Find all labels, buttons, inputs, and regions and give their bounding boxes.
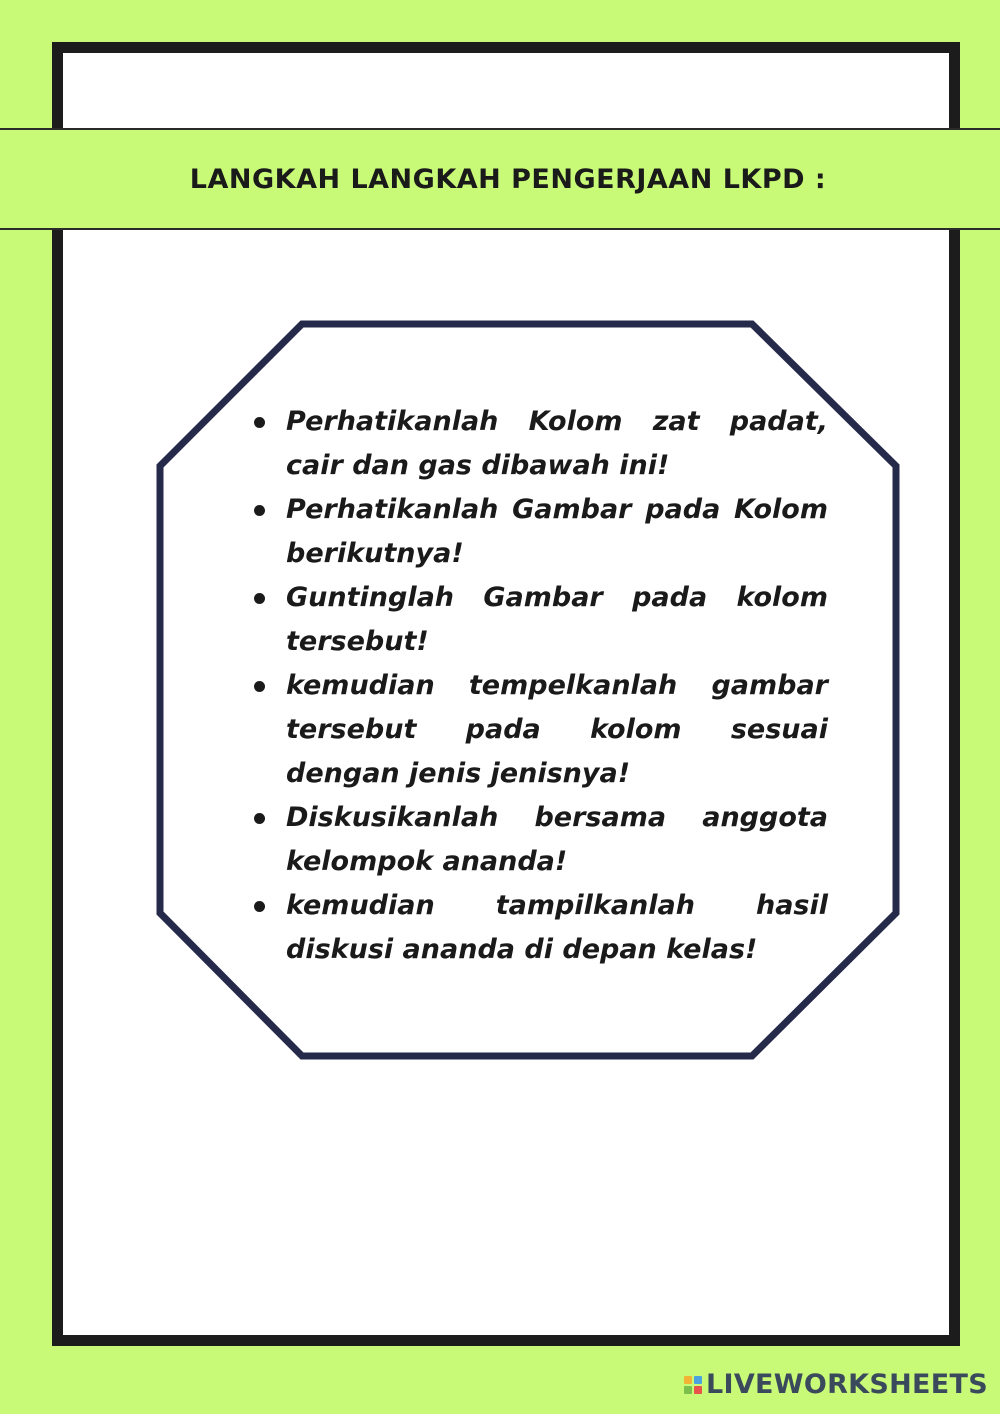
bullet-icon [254, 813, 265, 824]
bullet-icon [254, 417, 265, 428]
step-text: Perhatikanlah Kolom zat padat, cair dan gas dibawah ini! [286, 406, 828, 481]
step-text: kemudian tampilkanlah hasil diskusi ananda di depan kelas! [286, 890, 828, 965]
list-item [252, 796, 828, 884]
step-text: Perhatikanlah Gambar pada Kolom berikutnya! [286, 494, 828, 569]
list-item [252, 488, 828, 576]
step-text: kemudian tempelkanlah gambar tersebut pada kolom sesuai dengan jenis jenisnya! [286, 670, 828, 789]
step-text: Diskusikanlah bersama anggota kelompok ananda! [286, 802, 828, 877]
steps-list [252, 400, 828, 972]
watermark-text: LIVEWORKSHEETS [705, 1369, 988, 1400]
bullet-icon [254, 681, 265, 692]
bullet-icon [254, 593, 265, 604]
liveworksheets-watermark[interactable] [684, 1369, 988, 1400]
bullet-icon [254, 901, 265, 912]
bullet-icon [254, 505, 265, 516]
page-title: LANGKAH LANGKAH PENGERJAAN LKPD : [189, 163, 827, 195]
list-item [252, 576, 828, 664]
step-text: Guntinglah Gambar pada kolom tersebut! [286, 582, 828, 657]
list-item [252, 664, 828, 796]
liveworksheets-logo-icon [684, 1376, 702, 1394]
list-item [252, 400, 828, 488]
list-item [252, 884, 828, 972]
